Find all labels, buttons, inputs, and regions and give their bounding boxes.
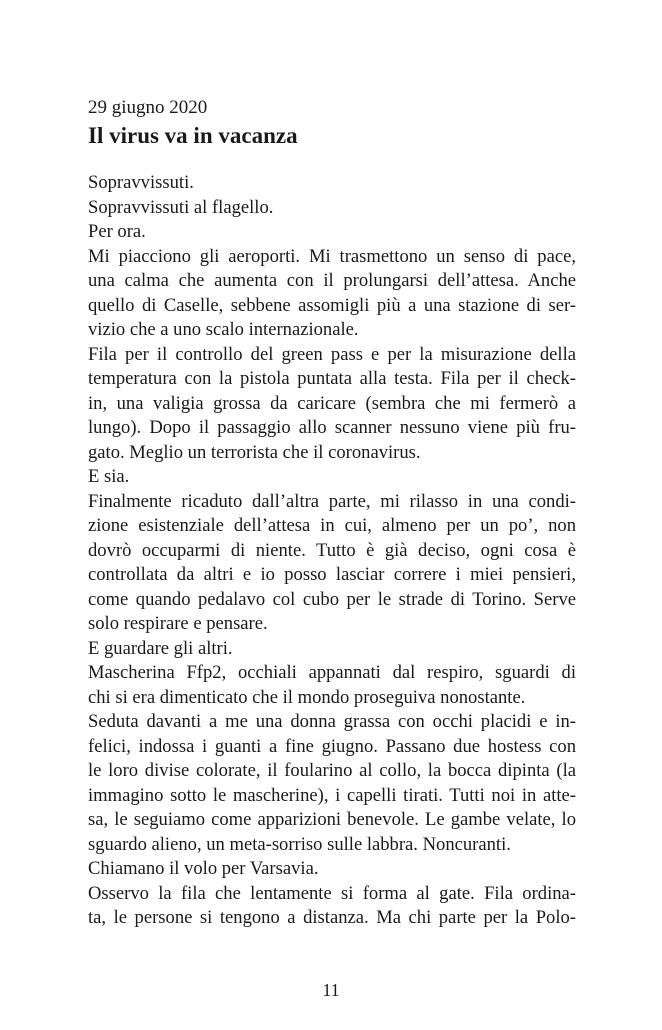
text-line: felici, indossa i guanti a fine giugno. Passano due hostess con	[88, 735, 576, 757]
text-line: Seduta davanti a me una donna grassa con occhi placidi e in-	[88, 711, 576, 732]
text-line: Per ora.	[88, 221, 146, 242]
text-line: Sopravvissuti al flagello.	[88, 196, 274, 218]
text-line: gato. Meglio un terrorista che il coronavirus.	[88, 441, 421, 463]
entry-date: 29 giugno 2020	[88, 97, 208, 118]
text-line: le loro divise colorate, il foularino al collo, la bocca dipinta (la	[88, 760, 576, 781]
text-line: E guardare gli altri.	[88, 637, 233, 659]
page-number: 11	[322, 980, 340, 1000]
text-line: solo respirare e pensare.	[88, 613, 268, 634]
text-line: ta, le persone si tengono a distanza. Ma chi parte per la Polo-	[88, 907, 576, 928]
text-line: chi si era dimenticato che il mondo proseguiva nonostante.	[88, 686, 526, 708]
text-line: temperatura con la pistola puntata alla testa. Fila per il check-	[88, 368, 576, 389]
text-line: Mascherina Ffp2, occhiali appannati dal respiro, sguardi di	[88, 662, 576, 683]
text-line: come quando pedalavo col cubo per le strade di Torino. Serve	[88, 588, 576, 610]
text-line: una calma che aumenta con il prolungarsi dell’attesa. Anche	[88, 270, 576, 291]
text-line: controllata da altri e io posso lasciar correre i miei pensieri,	[88, 564, 576, 585]
text-line: dovrò occuparmi di niente. Tutto è già deciso, ogni cosa è	[88, 539, 576, 561]
text-line: vizio che a uno scalo internazionale.	[88, 319, 359, 340]
text-line: lungo). Dopo il passaggio allo scanner nessuno viene più fru-	[88, 417, 576, 438]
text-line: immagino sotto le mascherine), i capelli tirati. Tutti noi in atte-	[88, 784, 576, 806]
body-text	[88, 171, 576, 931]
text-line: quello di Caselle, sebbene assomigli più a una stazione di ser-	[88, 294, 576, 316]
text-line: Mi piacciono gli aeroporti. Mi trasmettono un senso di pace,	[88, 245, 576, 267]
text-line: Fila per il controllo del green pass e per la misurazione della	[88, 343, 576, 365]
text-line: Sopravvissuti.	[88, 172, 194, 193]
text-line: zione esistenziale dell’attesa in cui, almeno per un po’, non	[88, 515, 576, 536]
text-line: in, una valigia grossa da caricare (sembra che mi fermerò a	[88, 392, 576, 414]
text-line: E sia.	[88, 466, 130, 487]
text-line: Osservo la fila che lentamente si forma al gate. Fila ordina-	[88, 882, 576, 904]
text-line: Finalmente ricaduto dall’altra parte, mi rilasso in una condi-	[88, 490, 576, 512]
chapter-title: Il virus va in vacanza	[88, 123, 298, 148]
text-line: Chiamano il volo per Varsavia.	[88, 858, 319, 879]
text-line: sguardo alieno, un meta-sorriso sulle labbra. Noncuranti.	[88, 833, 511, 855]
text-line: sa, le seguiamo come apparizioni benevole. Le gambe velate, lo	[88, 809, 576, 830]
